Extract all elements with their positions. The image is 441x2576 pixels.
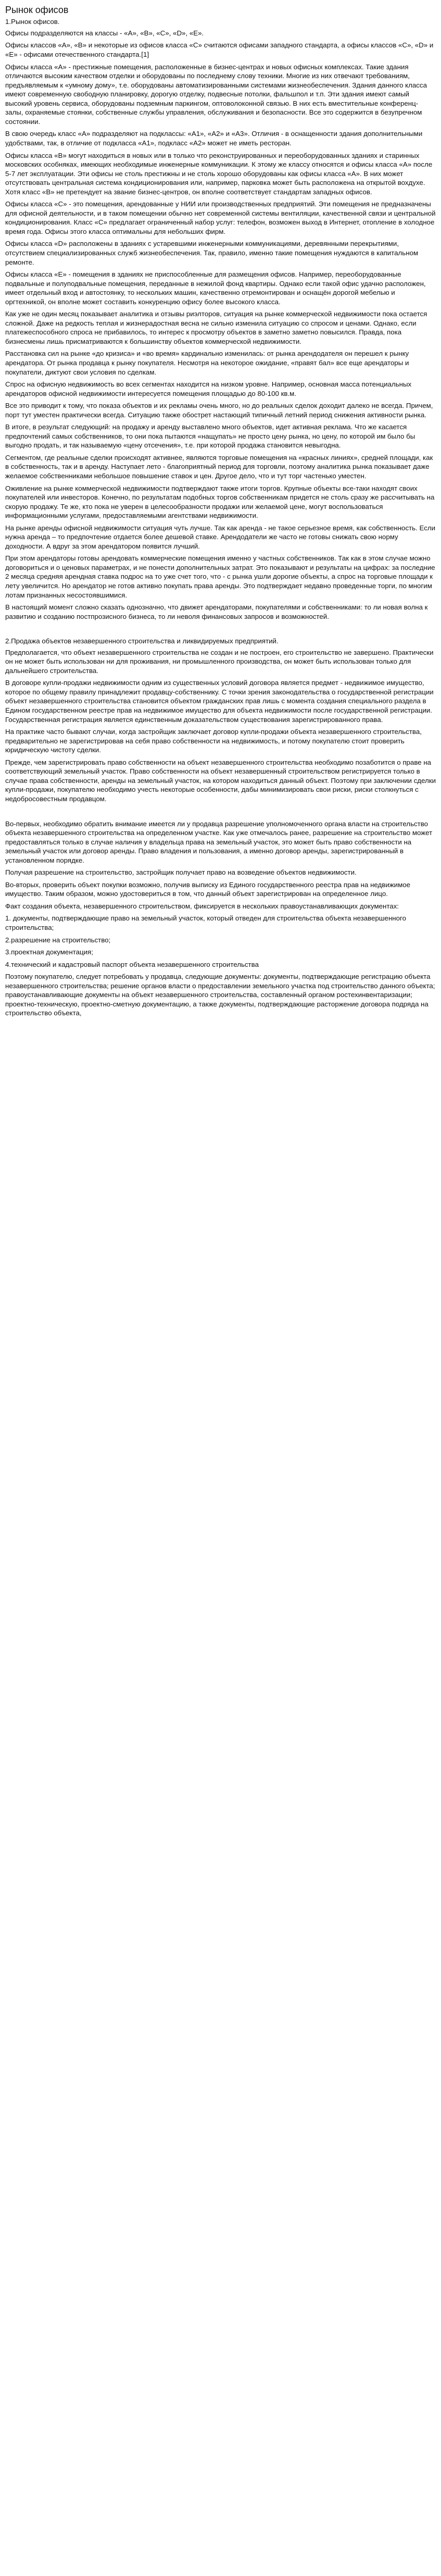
paragraph: Спрос на офисную недвижимость во всех сегментах находится на низком уровне. Например, основная масса потенциальных арендаторов офисной недвижимости интересуется помещения площадью до 80-100 кв.м. bbox=[5, 380, 412, 397]
list-item: 2.разрешение на строительство; bbox=[5, 936, 111, 944]
section-heading-unfinished-construction: 2.Продажа объектов незавершенного строительства и ликвидируемых предприятий. bbox=[5, 637, 279, 645]
paragraph: Факт создания объекта, незавершенного строительством, фиксируется в нескольких правоустанавливающих документах: bbox=[5, 902, 399, 910]
paragraph: Поэтому покупателю, следует потребовать у продавца, следующие документы: документы, подтверждающие регистрацию объекта незавершенного строительства; решение органов власти о предоставлении земельного участка под строительство данного объекта; правоустанавливающие документы на объект незавершенного строительства, составленный органом ростехинвентаризации; проектно-техническую, проектно-сметную документацию, а также документы, подтверждающие расторжение договора подряда на строительство объекта, bbox=[5, 973, 435, 1017]
paragraph: Офисы класса «Е» - помещения в зданиях не приспособленные для размещения офисов. Например, переоборудованные подвальные и полуподвальные помещения, переданные в нежилой фонд квартиры. Однако если такой офис удачно расположен, имеет отдельный вход и автостоянку, то нескольких машин, качественно отремонтирован и оснащён дорогой мебелью и оргтехникой, он вполне может составить конкуренцию офису более высокого класса. bbox=[5, 270, 426, 306]
section-spacer bbox=[5, 624, 436, 637]
paragraph: В настоящий момент сложно сказать однозначно, что движет арендаторами, покупателями и собственниками: то ли новая волна к развитию и созданию постпрозисного бизнеса, то ли неволя финансовых запросов и возможностей. bbox=[5, 603, 428, 620]
paragraph: В свою очередь класс «А» подразделяют на подклассы: «А1», «А2» и «А3». Отличия - в оснащенности здания дополнительными удобствами, так, в отличие от подкласса «А1», подкласс «А2» может не иметь ресторан. bbox=[5, 130, 423, 147]
paragraph: Офисы классов «А», «В» и некоторые из офисов класса «С» считаются офисами западного стандарта, а офисы классов «С», «D» и «E» - офисами отечественного стандарта.[1] bbox=[5, 41, 434, 59]
paragraph: Получая разрешение на строительство, застройщик получает право на возведение объектов недвижимости. bbox=[5, 868, 357, 877]
list-item: 1. документы, подтверждающие право на земельный участок, который отведен для строительства объекта незавершенного строительства; bbox=[5, 914, 406, 931]
paragraph: На рынке аренды офисной недвижимости ситуация чуть лучше. Так как аренда - не такое серьезное время, как собственность. Если нужна аренда – то предпочтение отдается более дешевой ставке. Арендодатели же часто не готовы снижать свою норму доходности. А вдруг за этом арендатором появится лучший. bbox=[5, 524, 436, 550]
paragraph: Все это приводит к тому, что показа объектов и их рекламы очень много, но до реальных сделок доходит далеко не всегда. Причем, порт тут уместен практически всегда. Ситуацию также обострет настающий типичный летний период снижения активности рынка. bbox=[5, 402, 433, 419]
paragraph: Офисы класса «А» - престижные помещения, расположенные в бизнес-центрах и новых офисных комплексах. Такие здания отличаются высоким качеством отделки и оборудованы по последнему слову техники. Многие из них отвечают требованиям, предъявляемым к «умному дому», т.е. оборудованы автоматизированными системами жизнеобеспечения. Здания данного класса имеют современную свободную планировку, дорогую отделку, подвесные потолки, фальшпол и т.п. Эти здания имеют самый высокий уровень сервиса, оборудованы подземным паркингом, оптоволоконной связью. В них есть вместительные конференц-залы, охраняемые стоянки, собственные службы управления, обслуживания и безопасности. Все это содержится в безупречном состоянии. bbox=[5, 63, 427, 126]
paragraph: Предполагается, что объект незавершенного строительства не создан и не построен, его строительство не завершено. Практически он не может быть использован ни для проживания, ни промышленного производства, он может быть использован только для дальнейшего строительства. bbox=[5, 648, 434, 675]
document-title: Рынок офисов bbox=[5, 5, 69, 15]
list-item: 3.проектная документация; bbox=[5, 948, 93, 956]
paragraph: Офисы подразделяются на классы - «А», «B», «C», «D», «E». bbox=[5, 29, 204, 37]
paragraph: Офисы класса «В» могут находиться в новых или в только что реконструированных и переоборудованных зданиях и старинных московских особняках, имеющих необходимые инженерные коммуникации. К этому же классу относятся и офисы класса «А» после 5-7 лет эксплуатации. Эти офисы не столь престижны и не столь хорошо оборудованы как офисы класса «А». В них может отсутствовать центральная система кондиционирования или, например, парковка может быть расположена на открытой вохдухе. Хотя класс «В» не претендует на звание бизнес-центров, он вполне соответствует стандартам западных офисов. bbox=[5, 151, 433, 196]
paragraph: Расстановка сил на рынке «до кризиса» и «во время» кардинально изменилась: от рынка арендодателя он перешел к рынку арендатора. От рынка продавца к рынку покупателя. Несмотря на некоторое ожидание, «правят бал» все еще арендаторы и покупатели, диктуют свои условия по сделкам. bbox=[5, 350, 409, 376]
paragraph: В договоре купли-продажи недвижимости одним из существенных условий договора является предмет - недвижимое имущество, которое по общему правилу принадлежит продавцу-собственнику. С точки зрения законодательства о государственной регистрации объект незавершенного строительства становится объектом гражданских прав лишь с момента создания специального раздела в Едином государственном реестре прав на недвижимое имущество для объекта недвижимости после государственной регистрации. Государственная регистрация является единственным доказательством существования зарегистрированного права. bbox=[5, 679, 434, 724]
paragraph: Офисы класса «С» - это помещения, арендованные у НИИ или производственных предприятий. Эти помещения не предназначены для офисной деятельности, и в таком помещении обычно нет современной системы вентиляции, качественной связи и центральной кондиционирования. Класс «С» предлагает ограниченный набор услуг: телефон, возможен выход в Интернет, отопление в холодное время года. Офисы этого класса оптимальны для небольших фирм. bbox=[5, 200, 436, 235]
paragraph: Прежде, чем зарегистрировать право собственности на объект незавершенного строительства необходимо позаботится о праве на соответствующий земельный участок. Право собственности на объект незавершенный строительством регистрируется только в случае права собственности, аренды на земельный участок, на котором находиться данный объект. Поэтому при заключении сделки купли-продажи, покупателю необходимо учесть некоторые особенности, дабы минимизировать свои риски, риски столкнуться с недобросовестным продавцом. bbox=[5, 758, 436, 803]
list-item: 4.технический и кадастровый паспорт объекта незавершенного строительства bbox=[5, 960, 259, 968]
paragraph: Во-вторых, проверить объект покупки возможно, получив выписку из Единого государственного реестра прав на недвижимое имущество. Таким образом, можно удостовериться в том, что данный объект зарегистрирован на определенное лицо. bbox=[5, 880, 411, 898]
paragraph: Офисы класса «D» расположены в зданиях с устаревшими инженерными коммуникациями, деревянными перекрытиями, отсутствием специализированных служб жизнеобеспечения. Так, правило, именно такие помещения нуждаются в капитальном ремонте. bbox=[5, 240, 419, 266]
paragraph: Сегментом, где реальные сделки происходят активнее, являются торговые помещения на «красных линиях», средней площади, как в собственность, так и в аренду. Наступает лето - благоприятный период для торговли, поэтому аналитика рынка показывает даже желаемое собственниками небольшое повышение ставок и цен. Другое дело, что и тут торг частенько уместен. bbox=[5, 453, 433, 480]
section-heading-offices: 1.Рынок офисов. bbox=[5, 18, 60, 26]
paragraph: При этом арендаторы готовы арендовать коммерческие помещения именно у частных собственников. Так как в этом случае можно договориться и о ценовых параметрах, и не понести дополнительных затрат. Это показывают и результаты на цифрах: за последние 2 месяца средняя арендная ставка подрос на то уже счет того, что - с рынка ушли дорогие объекты, а спрос на торговые площади к лету увеличится. Но арендатор не готов активно покупать права аренды. Это подтверждает недавно проведенные торги, по многим лотам признанных несостоявшимися. bbox=[5, 554, 435, 599]
section-spacer bbox=[5, 807, 436, 819]
paragraph: Оживление на рынке коммерческой недвижимости подтверждают также итоги торгов. Крупные объекты все-таки находят своих покупателей или инвесторов. Конечно, по результатам подобных торгов собственникам придется не столь сразу же рассчитывать на скорую продажу. Те же, кто пока не уверен в целесообразности продажи или желаемой цене, могут воспользоваться информационными услугами, предоставляемыми агентствами недвижимости. bbox=[5, 484, 435, 520]
paragraph: На практике часто бывают случаи, когда застройщик заключает договор купли-продажи объекта незавершенного строительства, предварительно не зарегистрировав на себя право собственности на недвижимость, и потому покупателю стоит проверить юридическую чистоту сделки. bbox=[5, 728, 422, 754]
paragraph: Во-первых, необходимо обратить внимание имеется ли у продавца разрешение уполномоченного органа власти на строительство объекта незавершенного строительства на определенном участке. Как уже отмечалось ранее, разрешение на строительство может предоставляться только в случае наличия у владельца права на земельный участок, это может быть право собственности на земельный участок или договор аренды. Право владения и пользования, а именно договор аренды, зарегистрированный в установленном порядке. bbox=[5, 819, 433, 864]
paragraph: В итоге, в результат следующий: на продажу и аренду выставлено много объектов, идет активная реклама. Что же касается предпочтений самых собственников, то они пока пытаются «нащупать» не просто цену рынка, но цену, по которой им было бы выгодно продать, и так называемую «цену отсечения», т.е. при которой продажа становится невыгодна. bbox=[5, 423, 415, 450]
paragraph: Как уже не один месяц показывает аналитика и отзывы риэлторов, ситуация на рынке коммерческой недвижимости пока остается сложной. Даже на редкость теплая и жизнерадостная весна не сильно изменила ситуацию со спросом и ценами. Однако, если платежеспособного спроса не прибавилось, то интерес к просмотру объектов в заметно заметно повысился. Правда, пока бизнесмены лишь присматриваются к большинству объектов коммерческой недвижимости. bbox=[5, 310, 427, 345]
